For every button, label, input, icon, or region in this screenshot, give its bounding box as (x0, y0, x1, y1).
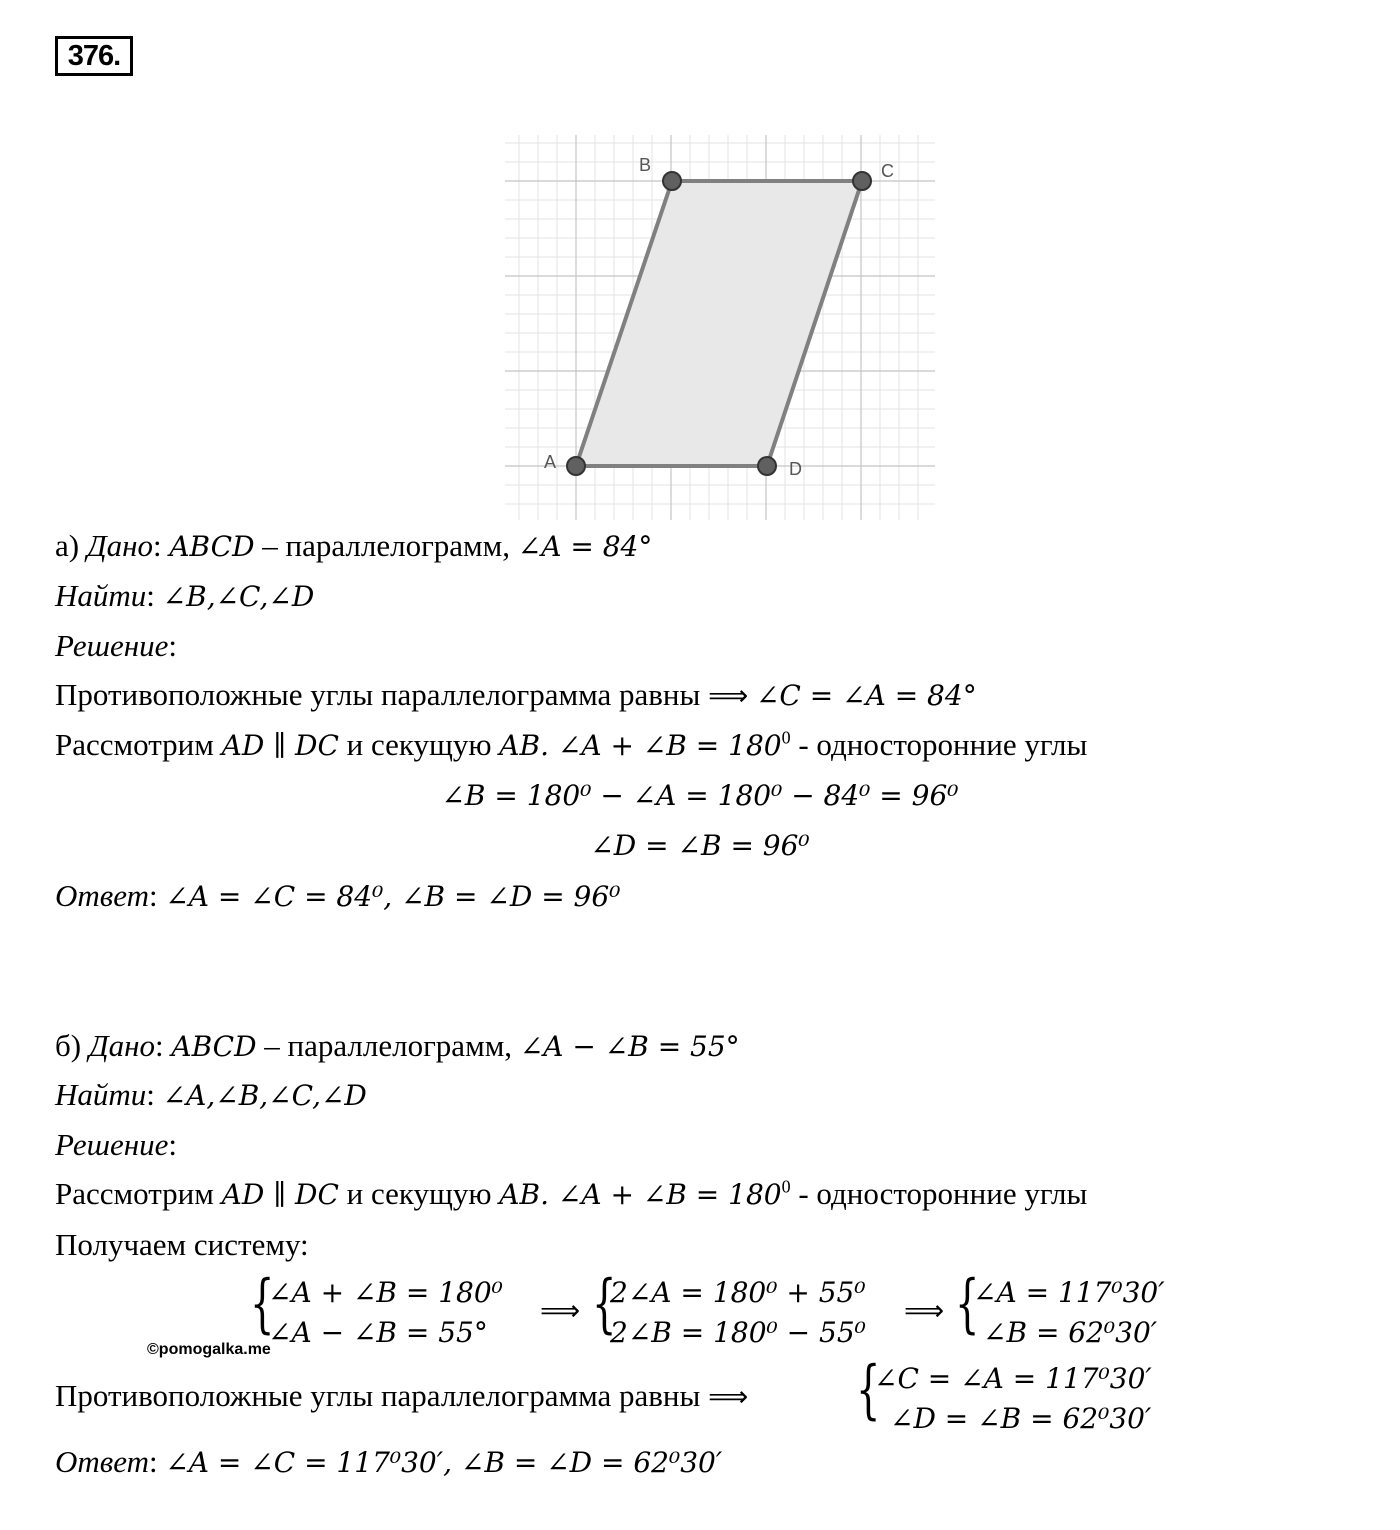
part-a-line1: Противоположные углы параллелограмма равны ⟹ ∠C = ∠A = 84° (55, 677, 977, 712)
part-b-solution-label: Решение: (55, 1127, 177, 1162)
part-a-find: Найти: ∠B,∠C,∠D (55, 578, 315, 613)
part-b-find: Найти: ∠A,∠B,∠C,∠D (55, 1077, 367, 1112)
point-c (853, 172, 871, 190)
part-b-line1: Рассмотрим AD ∥ DC и секущую AB. ∠A + ∠B = $180^0$ - односторонние углы (55, 1176, 1088, 1211)
point-d (758, 457, 776, 475)
label-c: C (881, 161, 894, 181)
part-b-system-intro: Получаем систему: (55, 1227, 309, 1262)
part-a-given: а) Дано: ABCD – параллелограмм, ∠A = 84° (55, 528, 653, 563)
point-a (567, 457, 585, 475)
part-b-given: б) Дано: ABCD – параллелограмм, ∠A − ∠B = 55° (55, 1028, 740, 1063)
part-a-eq1: ∠B = 180⁰ − ∠A = 180⁰ − 84⁰ = 96⁰ (441, 779, 959, 812)
part-b-answer: Ответ: ∠A = ∠C = 117⁰30′, ∠B = ∠D = 62⁰30′ (55, 1444, 723, 1479)
implies-arrow-2: ⟹ (904, 1294, 945, 1327)
label-a: A (544, 452, 557, 472)
part-a-eq2: ∠D = ∠B = 96⁰ (590, 829, 810, 862)
part-a-solution-label: Решение: (55, 628, 177, 663)
part-a-line2: Рассмотрим AD ∥ DC и секущую AB. ∠A + ∠B = $180^0$ - односторонние углы (55, 727, 1088, 762)
point-b (663, 172, 681, 190)
part-a-answer: Ответ: ∠A = ∠C = 84⁰, ∠B = ∠D = 96⁰ (55, 878, 621, 913)
parallelogram-figure (505, 135, 935, 520)
implies-arrow-1: ⟹ (540, 1294, 581, 1327)
label-d: D (789, 459, 802, 479)
parallelogram-shape (576, 181, 862, 466)
watermark: ©pomogalka.me (147, 1341, 271, 1358)
label-b: B (639, 155, 652, 175)
part-b-opposite-line: Противоположные углы параллелограмма равны ⟹ (55, 1378, 749, 1413)
problem-number: 376. (55, 36, 133, 76)
